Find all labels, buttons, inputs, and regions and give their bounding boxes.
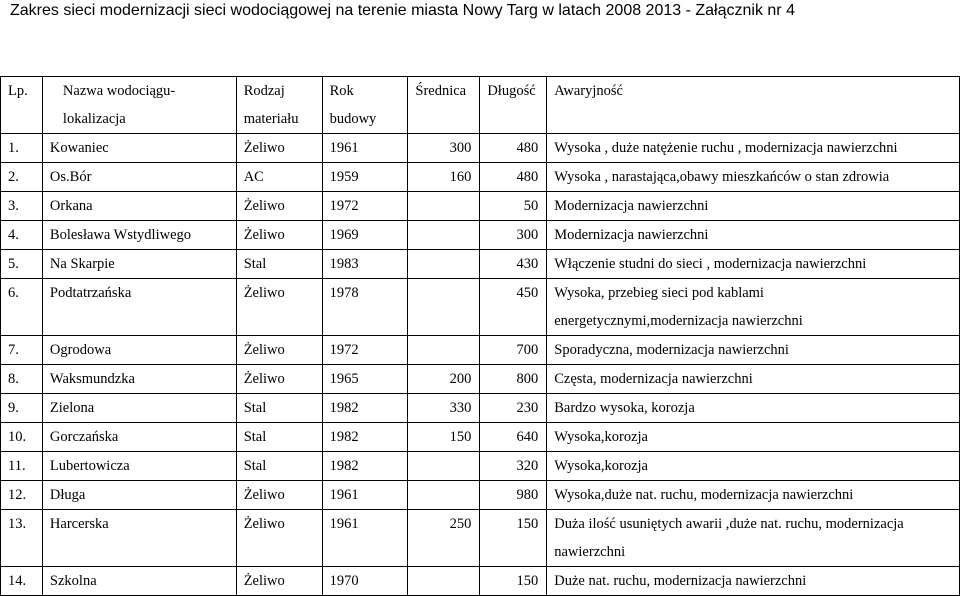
cell-material: Żeliwo (236, 365, 322, 394)
cell-rok: 1965 (322, 365, 408, 394)
header-srednica: Średnica (408, 77, 480, 134)
cell-nazwa: Bolesława Wstydliwego (42, 221, 236, 250)
cell-rok: 1961 (322, 481, 408, 510)
table-row (1, 134, 960, 163)
cell-material: Żeliwo (236, 221, 322, 250)
cell-srednica (408, 192, 480, 221)
page-title: Zakres sieci modernizacji sieci wodociągowej na terenie miasta Nowy Targ w latach 2008 2013 - Załącznik nr 4 (10, 2, 795, 19)
awaryjnosc-line: Wysoka,duże nat. ruchu, modernizacja nawierzchni (554, 487, 854, 503)
cell-material: Żeliwo (236, 336, 322, 365)
table-row (1, 510, 960, 567)
cell-awaryjnosc (547, 336, 960, 365)
cell-dlugosc: 640 (480, 423, 547, 452)
awaryjnosc-line: Modernizacja nawierzchni (554, 198, 709, 214)
cell-dlugosc: 700 (480, 336, 547, 365)
cell-dlugosc: 150 (480, 567, 547, 596)
cell-lp: 6. (1, 279, 43, 336)
cell-lp: 4. (1, 221, 43, 250)
cell-material: Żeliwo (236, 134, 322, 163)
cell-srednica (408, 452, 480, 481)
table-row (1, 279, 960, 336)
cell-rok: 1982 (322, 394, 408, 423)
cell-rok: 1959 (322, 163, 408, 192)
cell-nazwa: Gorczańska (42, 423, 236, 452)
cell-lp: 9. (1, 394, 43, 423)
cell-awaryjnosc (547, 163, 960, 192)
awaryjnosc-line: Wysoka , narastająca,obawy mieszkańców o stan zdrowia (554, 169, 890, 185)
cell-material: AC (236, 163, 322, 192)
cell-lp: 1. (1, 134, 43, 163)
cell-awaryjnosc (547, 481, 960, 510)
table-row (1, 336, 960, 365)
cell-srednica (408, 567, 480, 596)
cell-dlugosc: 150 (480, 510, 547, 567)
cell-srednica (408, 221, 480, 250)
cell-awaryjnosc (547, 134, 960, 163)
header-rok: Rok budowy (322, 77, 408, 134)
cell-nazwa: Lubertowicza (42, 452, 236, 481)
table-row (1, 250, 960, 279)
table-row (1, 192, 960, 221)
awaryjnosc-line: Duże nat. ruchu, modernizacja nawierzchni (554, 573, 807, 589)
cell-dlugosc: 230 (480, 394, 547, 423)
cell-nazwa: Podtatrzańska (42, 279, 236, 336)
modernization-table (0, 76, 960, 596)
cell-dlugosc: 320 (480, 452, 547, 481)
cell-awaryjnosc (547, 394, 960, 423)
cell-rok: 1961 (322, 134, 408, 163)
cell-material: Żeliwo (236, 567, 322, 596)
cell-nazwa: Orkana (42, 192, 236, 221)
header-awaryjnosc: Awaryjność (547, 77, 960, 134)
cell-rok: 1982 (322, 423, 408, 452)
awaryjnosc-line: Wysoka,korozja (554, 429, 648, 445)
cell-material: Żeliwo (236, 510, 322, 567)
cell-awaryjnosc (547, 250, 960, 279)
table-row (1, 365, 960, 394)
awaryjnosc-line: Bardzo wysoka, korozja (554, 400, 695, 416)
cell-material: Stal (236, 423, 322, 452)
table-row (1, 163, 960, 192)
cell-material: Stal (236, 394, 322, 423)
cell-nazwa: Szkolna (42, 567, 236, 596)
cell-lp: 14. (1, 567, 43, 596)
cell-srednica: 300 (408, 134, 480, 163)
cell-srednica (408, 481, 480, 510)
cell-dlugosc: 50 (480, 192, 547, 221)
cell-lp: 5. (1, 250, 43, 279)
cell-awaryjnosc (547, 221, 960, 250)
cell-material: Stal (236, 250, 322, 279)
awaryjnosc-line: Włączenie studni do sieci , modernizacja nawierzchni (554, 256, 867, 272)
cell-rok: 1972 (322, 336, 408, 365)
cell-lp: 12. (1, 481, 43, 510)
table-row (1, 452, 960, 481)
cell-awaryjnosc (547, 423, 960, 452)
cell-rok: 1982 (322, 452, 408, 481)
table-row (1, 394, 960, 423)
awaryjnosc-line: Wysoka , duże natężenie ruchu , modernizacja nawierzchni (554, 140, 898, 156)
cell-srednica (408, 336, 480, 365)
cell-lp: 8. (1, 365, 43, 394)
cell-dlugosc: 480 (480, 163, 547, 192)
cell-dlugosc: 980 (480, 481, 547, 510)
cell-lp: 3. (1, 192, 43, 221)
header-nazwa: Nazwa wodociągu- lokalizacja (42, 77, 236, 134)
cell-nazwa: Na Skarpie (42, 250, 236, 279)
awaryjnosc-line: Wysoka, przebieg sieci pod kablami (554, 285, 764, 301)
cell-dlugosc: 450 (480, 279, 547, 336)
cell-lp: 7. (1, 336, 43, 365)
cell-dlugosc: 430 (480, 250, 547, 279)
awaryjnosc-line: Wysoka,korozja (554, 458, 648, 474)
awaryjnosc-line: Modernizacja nawierzchni (554, 227, 709, 243)
cell-material: Żeliwo (236, 279, 322, 336)
cell-srednica: 250 (408, 510, 480, 567)
cell-material: Stal (236, 452, 322, 481)
cell-nazwa: Waksmundzka (42, 365, 236, 394)
cell-srednica: 200 (408, 365, 480, 394)
cell-nazwa: Długa (42, 481, 236, 510)
cell-rok: 1972 (322, 192, 408, 221)
cell-lp: 2. (1, 163, 43, 192)
cell-srednica (408, 279, 480, 336)
cell-rok: 1969 (322, 221, 408, 250)
table-row (1, 567, 960, 596)
cell-rok: 1983 (322, 250, 408, 279)
awaryjnosc-line: energetycznymi,modernizacja nawierzchni (554, 313, 803, 329)
cell-awaryjnosc (547, 365, 960, 394)
table-row (1, 481, 960, 510)
header-lp: Lp. (1, 77, 43, 134)
table-row (1, 423, 960, 452)
cell-rok: 1970 (322, 567, 408, 596)
cell-material: Żeliwo (236, 192, 322, 221)
cell-nazwa: Zielona (42, 394, 236, 423)
awaryjnosc-line: nawierzchni (554, 544, 626, 560)
table-header-row (1, 77, 960, 134)
cell-awaryjnosc (547, 510, 960, 567)
awaryjnosc-line: Sporadyczna, modernizacja nawierzchni (554, 342, 789, 358)
cell-nazwa: Harcerska (42, 510, 236, 567)
cell-nazwa: Ogrodowa (42, 336, 236, 365)
cell-srednica (408, 250, 480, 279)
cell-srednica: 150 (408, 423, 480, 452)
cell-awaryjnosc (547, 452, 960, 481)
cell-nazwa: Os.Bór (42, 163, 236, 192)
cell-awaryjnosc (547, 279, 960, 336)
cell-awaryjnosc (547, 192, 960, 221)
cell-dlugosc: 480 (480, 134, 547, 163)
cell-awaryjnosc (547, 567, 960, 596)
header-rodzaj: Rodzaj materiału (236, 77, 322, 134)
cell-srednica: 160 (408, 163, 480, 192)
cell-nazwa: Kowaniec (42, 134, 236, 163)
cell-rok: 1961 (322, 510, 408, 567)
awaryjnosc-line: Częsta, modernizacja nawierzchni (554, 371, 753, 387)
cell-dlugosc: 800 (480, 365, 547, 394)
cell-srednica: 330 (408, 394, 480, 423)
cell-lp: 11. (1, 452, 43, 481)
cell-material: Żeliwo (236, 481, 322, 510)
cell-dlugosc: 300 (480, 221, 547, 250)
cell-rok: 1978 (322, 279, 408, 336)
awaryjnosc-line: Duża ilość usuniętych awarii ,duże nat. ruchu, modernizacja (554, 516, 904, 532)
cell-lp: 10. (1, 423, 43, 452)
table-row (1, 221, 960, 250)
cell-lp: 13. (1, 510, 43, 567)
header-dlugosc: Długość (480, 77, 547, 134)
